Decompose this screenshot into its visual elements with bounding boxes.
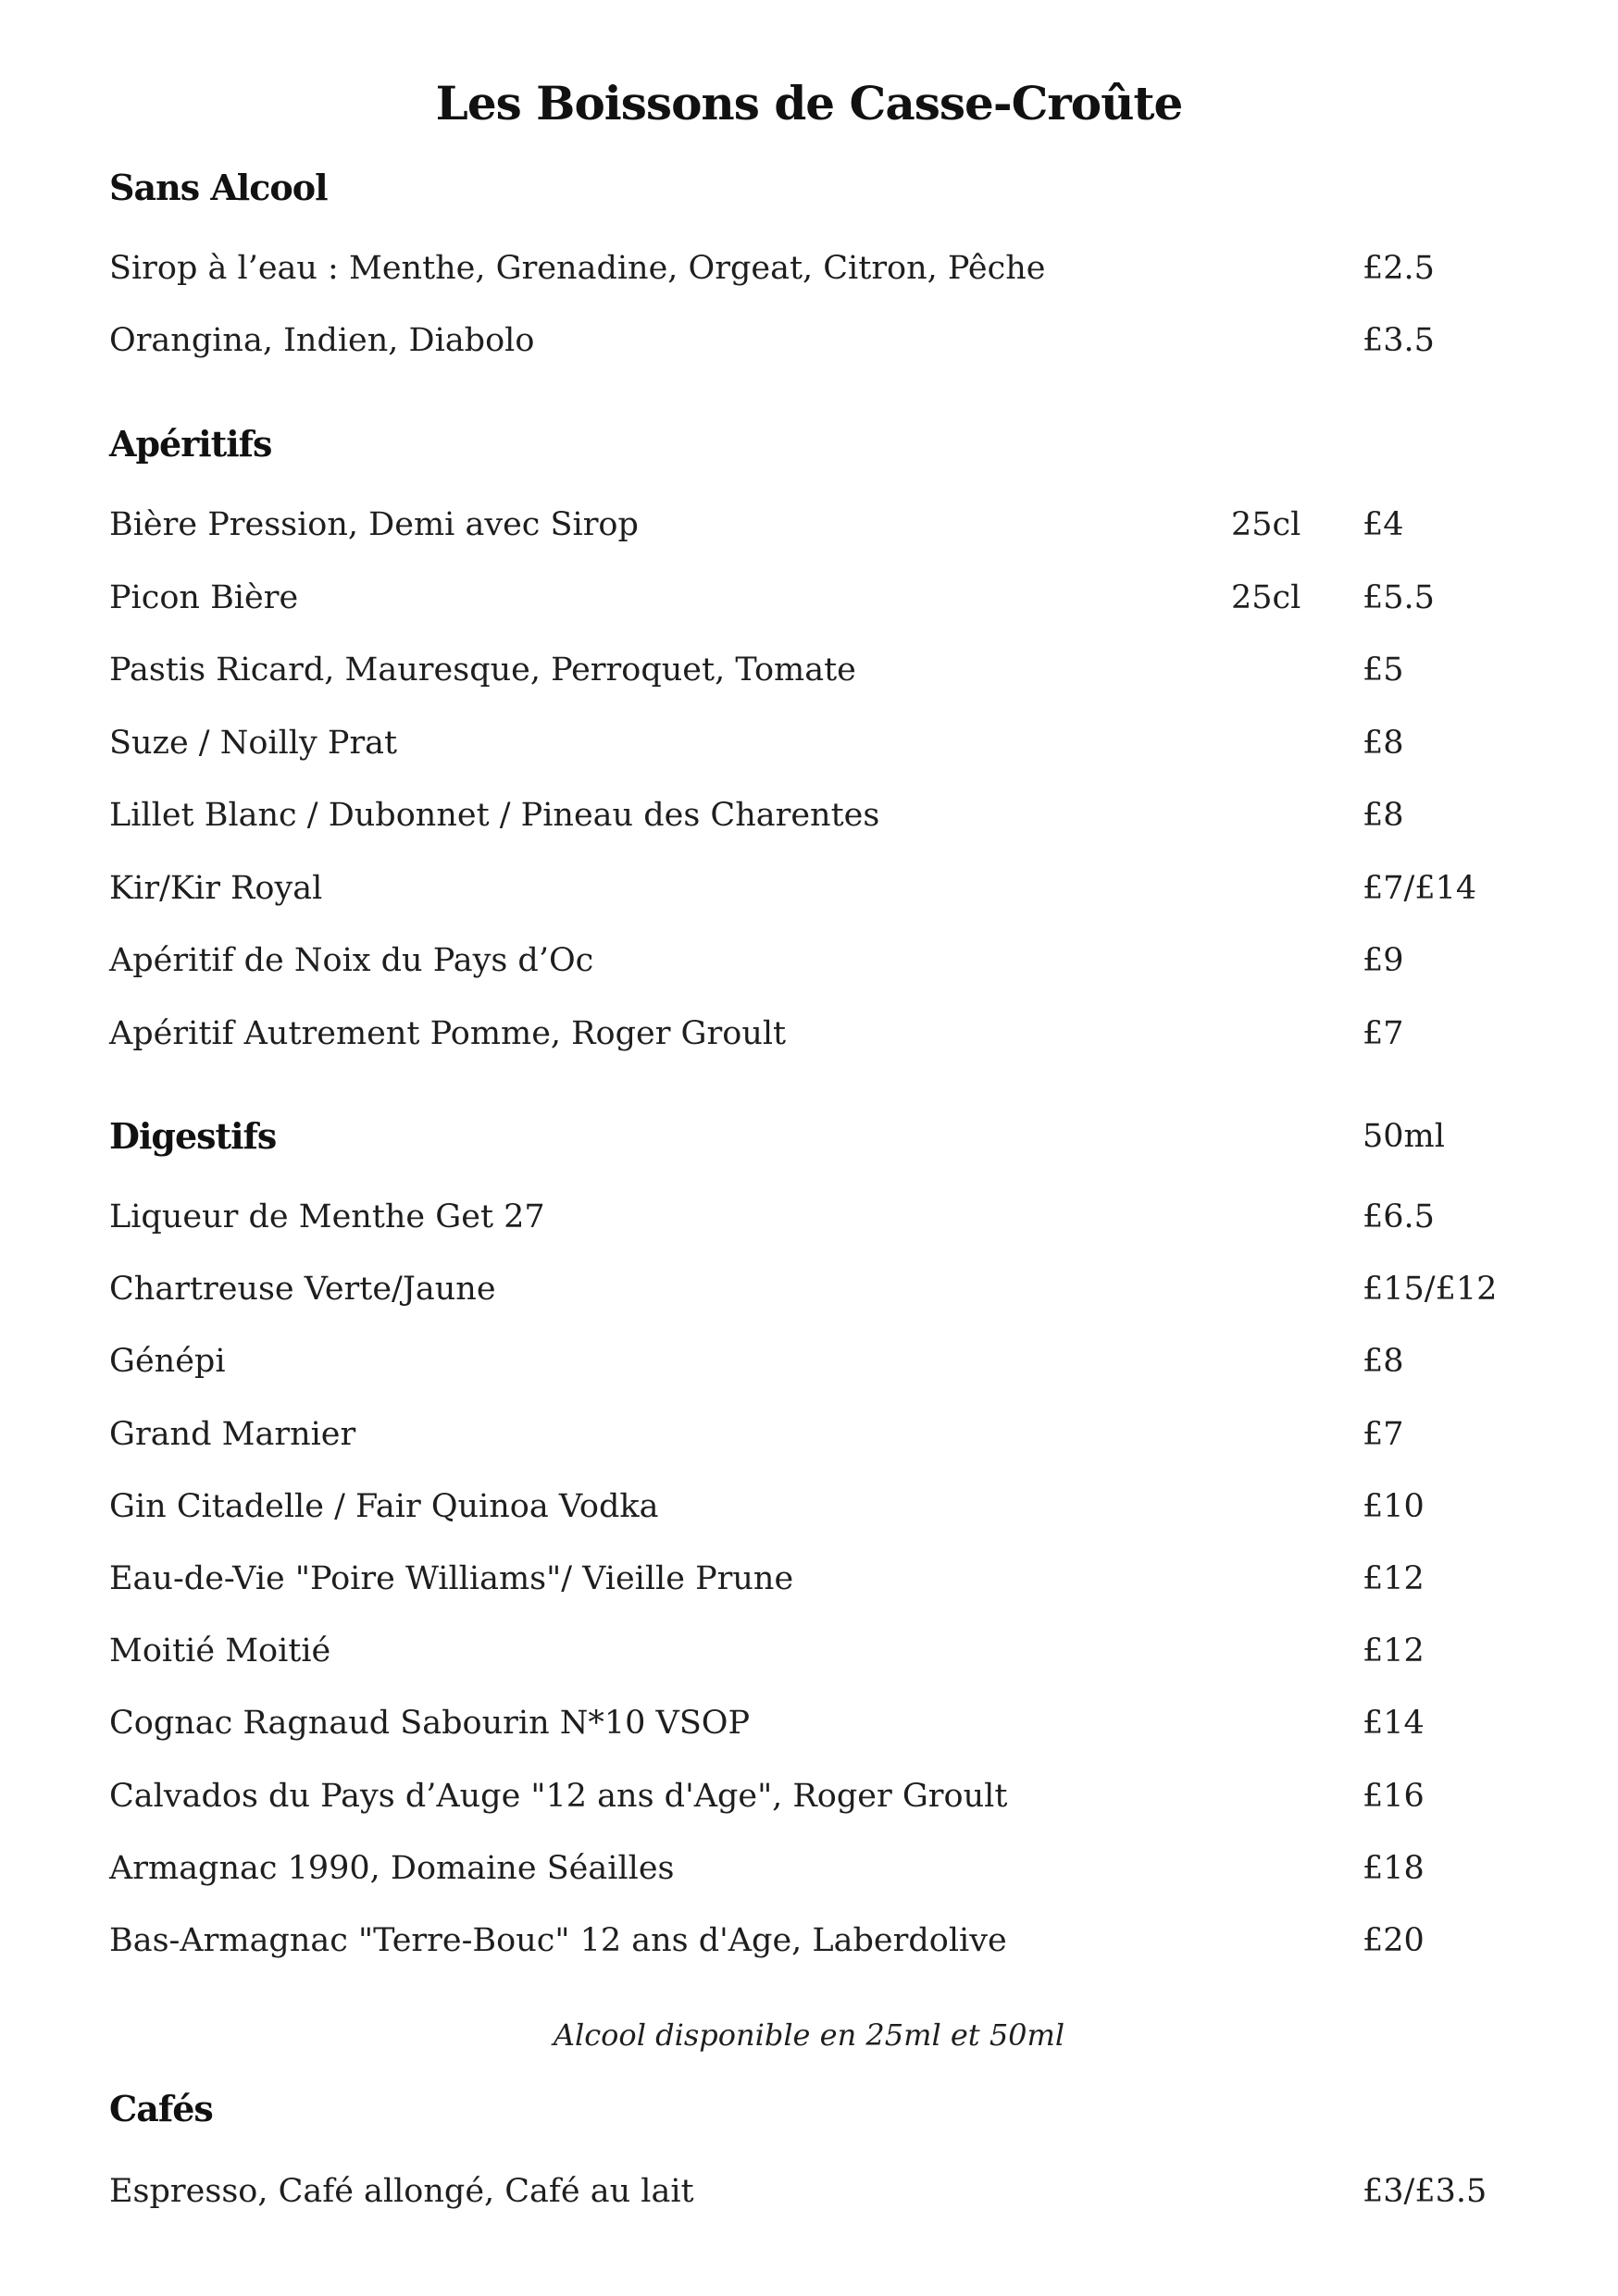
item-name: Suze / Noilly Prat [109, 725, 398, 762]
digestifs-serving-note: 50ml [1363, 1118, 1445, 1155]
item-name: Sirop à l’eau : Menthe, Grenadine, Orgeat, Citron, Pêche [109, 250, 1046, 287]
alcohol-availability-note: Alcool disponible en 25ml et 50ml [553, 2017, 1065, 2053]
menu-item [109, 1187, 1498, 1243]
item-price: £14 [1363, 1705, 1425, 1742]
menu-item [109, 786, 1498, 841]
item-size: 25cl [1231, 579, 1301, 616]
menu-item [109, 1767, 1498, 1822]
menu-item [109, 1621, 1498, 1677]
menu-item [109, 1839, 1498, 1894]
page-title: Les Boissons de Casse-Croûte [435, 76, 1183, 130]
item-price: £7 [1363, 1015, 1404, 1052]
item-name: Chartreuse Verte/Jaune [109, 1271, 496, 1308]
menu-item [109, 239, 1498, 294]
item-price: £5 [1363, 652, 1404, 689]
menu-item [109, 859, 1498, 914]
item-price: £10 [1363, 1488, 1425, 1525]
menu-item [109, 311, 1498, 366]
item-name: Apéritif Autrement Pomme, Roger Groult [109, 1015, 787, 1052]
item-name: Espresso, Café allongé, Café au lait [109, 2173, 694, 2210]
item-price: £6.5 [1363, 1198, 1435, 1235]
item-price: £20 [1363, 1922, 1425, 1959]
item-price: £3.5 [1363, 322, 1435, 359]
item-price: £16 [1363, 1778, 1425, 1815]
item-name: Gin Citadelle / Fair Quinoa Vodka [109, 1488, 659, 1525]
menu-item [109, 1911, 1498, 1967]
menu-item [109, 568, 1498, 624]
item-name: Moitié Moitié [109, 1632, 331, 1669]
item-name: Apéritif de Noix du Pays d’Oc [109, 942, 594, 979]
item-name: Génépi [109, 1343, 226, 1380]
menu-item [109, 1332, 1498, 1387]
item-name: Pastis Ricard, Mauresque, Perroquet, Tomate [109, 652, 856, 689]
menu-item [109, 2162, 1498, 2217]
item-price: £7 [1363, 1416, 1404, 1453]
menu-item [109, 1004, 1498, 1060]
menu-item [109, 931, 1498, 987]
item-price: £2.5 [1363, 250, 1435, 287]
item-price: £4 [1363, 506, 1404, 543]
item-price: £3/£3.5 [1363, 2173, 1487, 2210]
menu-item [109, 1694, 1498, 1749]
item-name: Liqueur de Menthe Get 27 [109, 1198, 545, 1235]
item-name: Bas-Armagnac "Terre-Bouc" 12 ans d'Age, Laberdolive [109, 1922, 1007, 1959]
item-price: £12 [1363, 1632, 1425, 1669]
section-heading-aperitifs: Apéritifs [109, 423, 272, 465]
item-name: Cognac Ragnaud Sabourin N*10 VSOP [109, 1705, 751, 1742]
section-heading-cafes: Cafés [109, 2088, 213, 2129]
item-price: £8 [1363, 797, 1404, 834]
menu-item [109, 714, 1498, 769]
item-price: £15/£12 [1363, 1271, 1498, 1308]
item-size: 25cl [1231, 506, 1301, 543]
menu-item [109, 1477, 1498, 1533]
menu-item [109, 1405, 1498, 1460]
item-name: Lillet Blanc / Dubonnet / Pineau des Charentes [109, 797, 880, 834]
item-name: Armagnac 1990, Domaine Séailles [109, 1850, 675, 1887]
item-price: £7/£14 [1363, 870, 1477, 907]
menu-item [109, 1260, 1498, 1315]
item-price: £12 [1363, 1560, 1425, 1597]
item-name: Bière Pression, Demi avec Sirop [109, 506, 639, 543]
item-price: £5.5 [1363, 579, 1435, 616]
item-price: £18 [1363, 1850, 1425, 1887]
item-price: £8 [1363, 725, 1404, 762]
item-name: Orangina, Indien, Diabolo [109, 322, 535, 359]
menu-item [109, 1549, 1498, 1605]
item-name: Eau-de-Vie "Poire Williams"/ Vieille Prune [109, 1560, 794, 1597]
item-name: Calvados du Pays d’Auge "12 ans d'Age", Roger Groult [109, 1778, 1008, 1815]
section-heading-digestifs: Digestifs [109, 1115, 277, 1157]
item-name: Picon Bière [109, 579, 299, 616]
item-price: £8 [1363, 1343, 1404, 1380]
menu-item [109, 495, 1498, 551]
item-name: Grand Marnier [109, 1416, 356, 1453]
item-price: £9 [1363, 942, 1404, 979]
item-name: Kir/Kir Royal [109, 870, 323, 907]
section-heading-sans-alcool: Sans Alcool [109, 167, 328, 208]
menu-item [109, 640, 1498, 696]
